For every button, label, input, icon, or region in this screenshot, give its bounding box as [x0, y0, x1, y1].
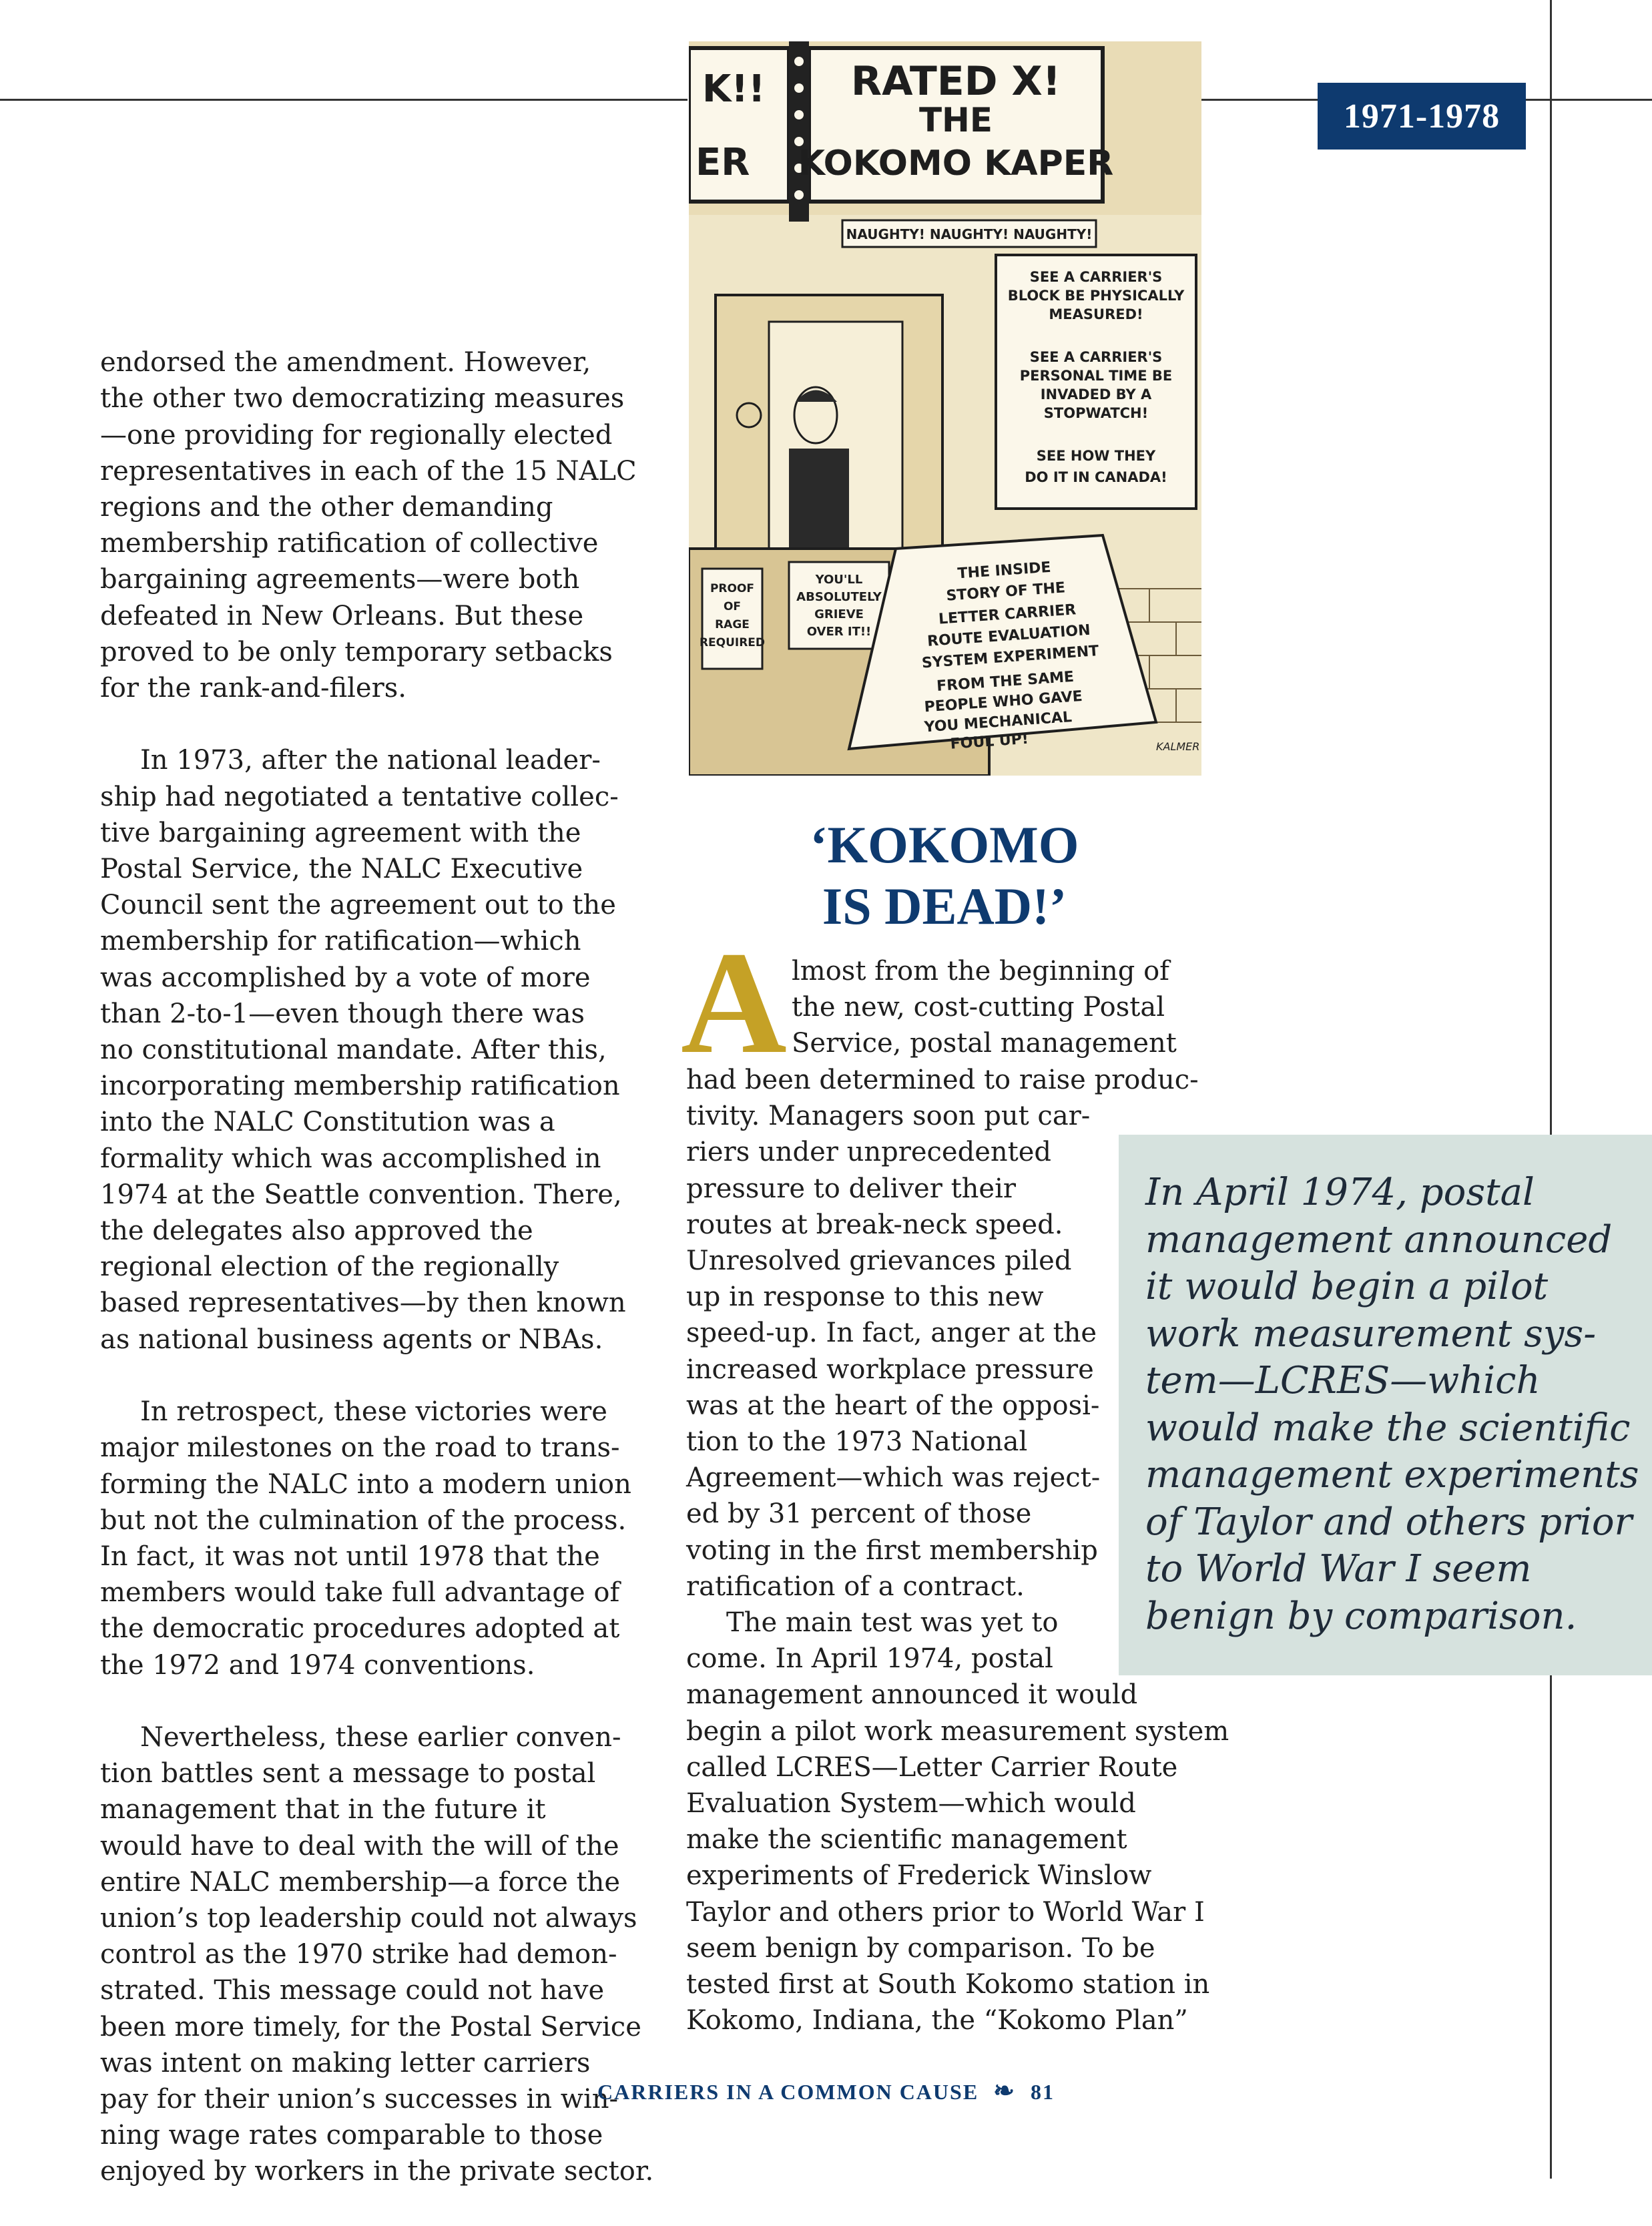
leaf-ornament-icon: ❧	[993, 2077, 1016, 2105]
top-rule-left	[0, 99, 687, 101]
cartoon-illustration	[689, 41, 1201, 776]
svg-text:STORY OF THE: STORY OF THE	[945, 579, 1066, 605]
svg-text:SYSTEM EXPERIMENT: SYSTEM EXPERIMENT	[921, 643, 1100, 672]
svg-text:ROUTE EVALUATION: ROUTE EVALUATION	[926, 621, 1091, 650]
left-column	[100, 308, 654, 2226]
svg-text:PERSONAL TIME BE: PERSONAL TIME BE	[1019, 368, 1173, 384]
marquee-line2: THE	[918, 101, 993, 140]
svg-text:GRIEVE: GRIEVE	[814, 607, 864, 621]
svg-text:STOPWATCH!: STOPWATCH!	[1043, 405, 1149, 421]
svg-text:OF: OF	[723, 600, 742, 613]
svg-text:OVER IT!!: OVER IT!!	[806, 625, 872, 639]
svg-text:ABSOLUTELY: ABSOLUTELY	[796, 590, 882, 604]
svg-text:INVADED BY A: INVADED BY A	[1040, 386, 1152, 402]
svg-text:FOUL UP!: FOUL UP!	[949, 730, 1029, 753]
svg-text:YOU MECHANICAL: YOU MECHANICAL	[923, 709, 1073, 736]
banner-text: NAUGHTY! NAUGHTY! NAUGHTY!	[846, 226, 1093, 242]
section-tab: 1971-1978	[1318, 83, 1526, 150]
cartoon-drawing	[689, 41, 1201, 776]
svg-text:SEE HOW THEY: SEE HOW THEY	[1036, 448, 1156, 464]
svg-text:RAGE: RAGE	[715, 618, 750, 631]
article-paragraph-1: had been determined to raise produc- tivity. Managers soon put car- riers under unprecedented pressure to deliver their routes at break-neck speed. Unresolved grievances piled up in response to this new speed-up. In fact, anger at the increased workplace pressure was at the heart of the opposi- tion to the 1973 National Agreement—which was reject- ed by 31 percent of those voting in the first membership ratification of a contract.	[686, 1065, 1199, 1602]
article-heading: ‘KOKOMO IS DEAD!’	[810, 816, 1079, 935]
svg-text:FROM THE SAME: FROM THE SAME	[936, 668, 1075, 695]
svg-text:PEOPLE WHO GAVE: PEOPLE WHO GAVE	[923, 687, 1083, 716]
marquee-line1: RATED X!	[850, 58, 1061, 105]
attendant-body	[789, 449, 849, 549]
marquee-line3: KOKOMO KAPER	[798, 144, 1114, 184]
article-paragraph-2: The main test was yet to come. In April 1974, postal management announced it would begin a pilot work measurement system called LCRES—Letter Carrier Route Evaluation System—which would make the scientific management experiments of Frederick Winslow Taylor and others prior to World War I seem benign by comparison. To be tested first at South Kokomo station in Kokomo, Indiana, the “Kokomo Plan”	[686, 1607, 1229, 2036]
svg-text:DO IT IN CANADA!: DO IT IN CANADA!	[1025, 469, 1167, 485]
left-paragraph-2: In 1973, after the national leader- ship had negotiated a tentative collec- tive bargaining agreement with the Postal Service, the NALC Executive Council sent the agreement out to the membership for ratification—which was accomplished by a vote of more than 2-to-1—even though there was no constitutional mandate. After this, incorporating membership ratification into the NALC Constitution was a formality which was accomplished in 1974 at the Seattle convention. There, the delegates also approved the regional election of the regionally based representatives—by then known as national business agents or NBAs.	[100, 745, 626, 1355]
svg-text:SEE A CARRIER'S: SEE A CARRIER'S	[1029, 349, 1163, 365]
svg-text:YOU'LL: YOU'LL	[815, 573, 863, 587]
page-number: 81	[1031, 2080, 1055, 2104]
left-paragraph-1: endorsed the amendment. However, the other two democratizing measures —one providing for regionally elected representatives in each of the 15 NALC regions and the other demanding membership ratification of collective bargaining agreements—were both defeated in New Orleans. But these proved to be only temporary setbacks for the rank-and-filers.	[100, 347, 637, 704]
svg-text:SEE A CARRIER'S: SEE A CARRIER'S	[1029, 269, 1163, 285]
svg-text:THE INSIDE: THE INSIDE	[956, 559, 1052, 583]
page-footer	[0, 2076, 1652, 2106]
marquee-left1: K!!	[702, 67, 766, 111]
svg-text:MEASURED!: MEASURED!	[1049, 306, 1143, 322]
pull-quote-text: In April 1974, postal management announced it would begin a pilot work measurement sys- tem—LCRES—which would make the scientific management experiments of Taylor and others prior to World War I seem benign by comparison.	[1145, 1171, 1639, 1638]
left-paragraph-4: Nevertheless, these earlier conven- tion battles sent a message to postal management that in the future it would have to deal with the will of the entire NALC membership—a force the union’s top leadership could not always control as the 1970 strike had demon- strated. This message could not have been more timely, for the Postal Service was intent on making letter carriers pay for their union’s successes in win- ning wage rates comparable to those enjoyed by workers in the private sector.	[100, 1721, 654, 2187]
pull-quote	[1119, 1135, 1652, 1675]
drop-cap: A	[681, 921, 787, 1084]
svg-text:REQUIRED: REQUIRED	[699, 636, 766, 649]
book-title: CARRIERS IN A COMMON CAUSE	[597, 2080, 979, 2104]
svg-text:LETTER CARRIER: LETTER CARRIER	[938, 601, 1077, 628]
article-lead: lmost from the beginning of the new, cost-cutting Postal Service, postal management	[792, 956, 1177, 1059]
marquee-left2: ER	[696, 141, 750, 184]
svg-text:BLOCK BE PHYSICALLY: BLOCK BE PHYSICALLY	[1007, 288, 1185, 304]
left-paragraph-3: In retrospect, these victories were major milestones on the road to trans- forming the NALC into a modern union but not the culmination of the process. In fact, it was not until 1978 that the members would take full advantage of the democratic procedures adopted at the 1972 and 1974 conventions.	[100, 1396, 631, 1681]
cartoon-signature: KALMER	[1156, 740, 1200, 753]
svg-text:PROOF: PROOF	[710, 582, 755, 595]
right-margin-rule	[1550, 0, 1552, 2179]
